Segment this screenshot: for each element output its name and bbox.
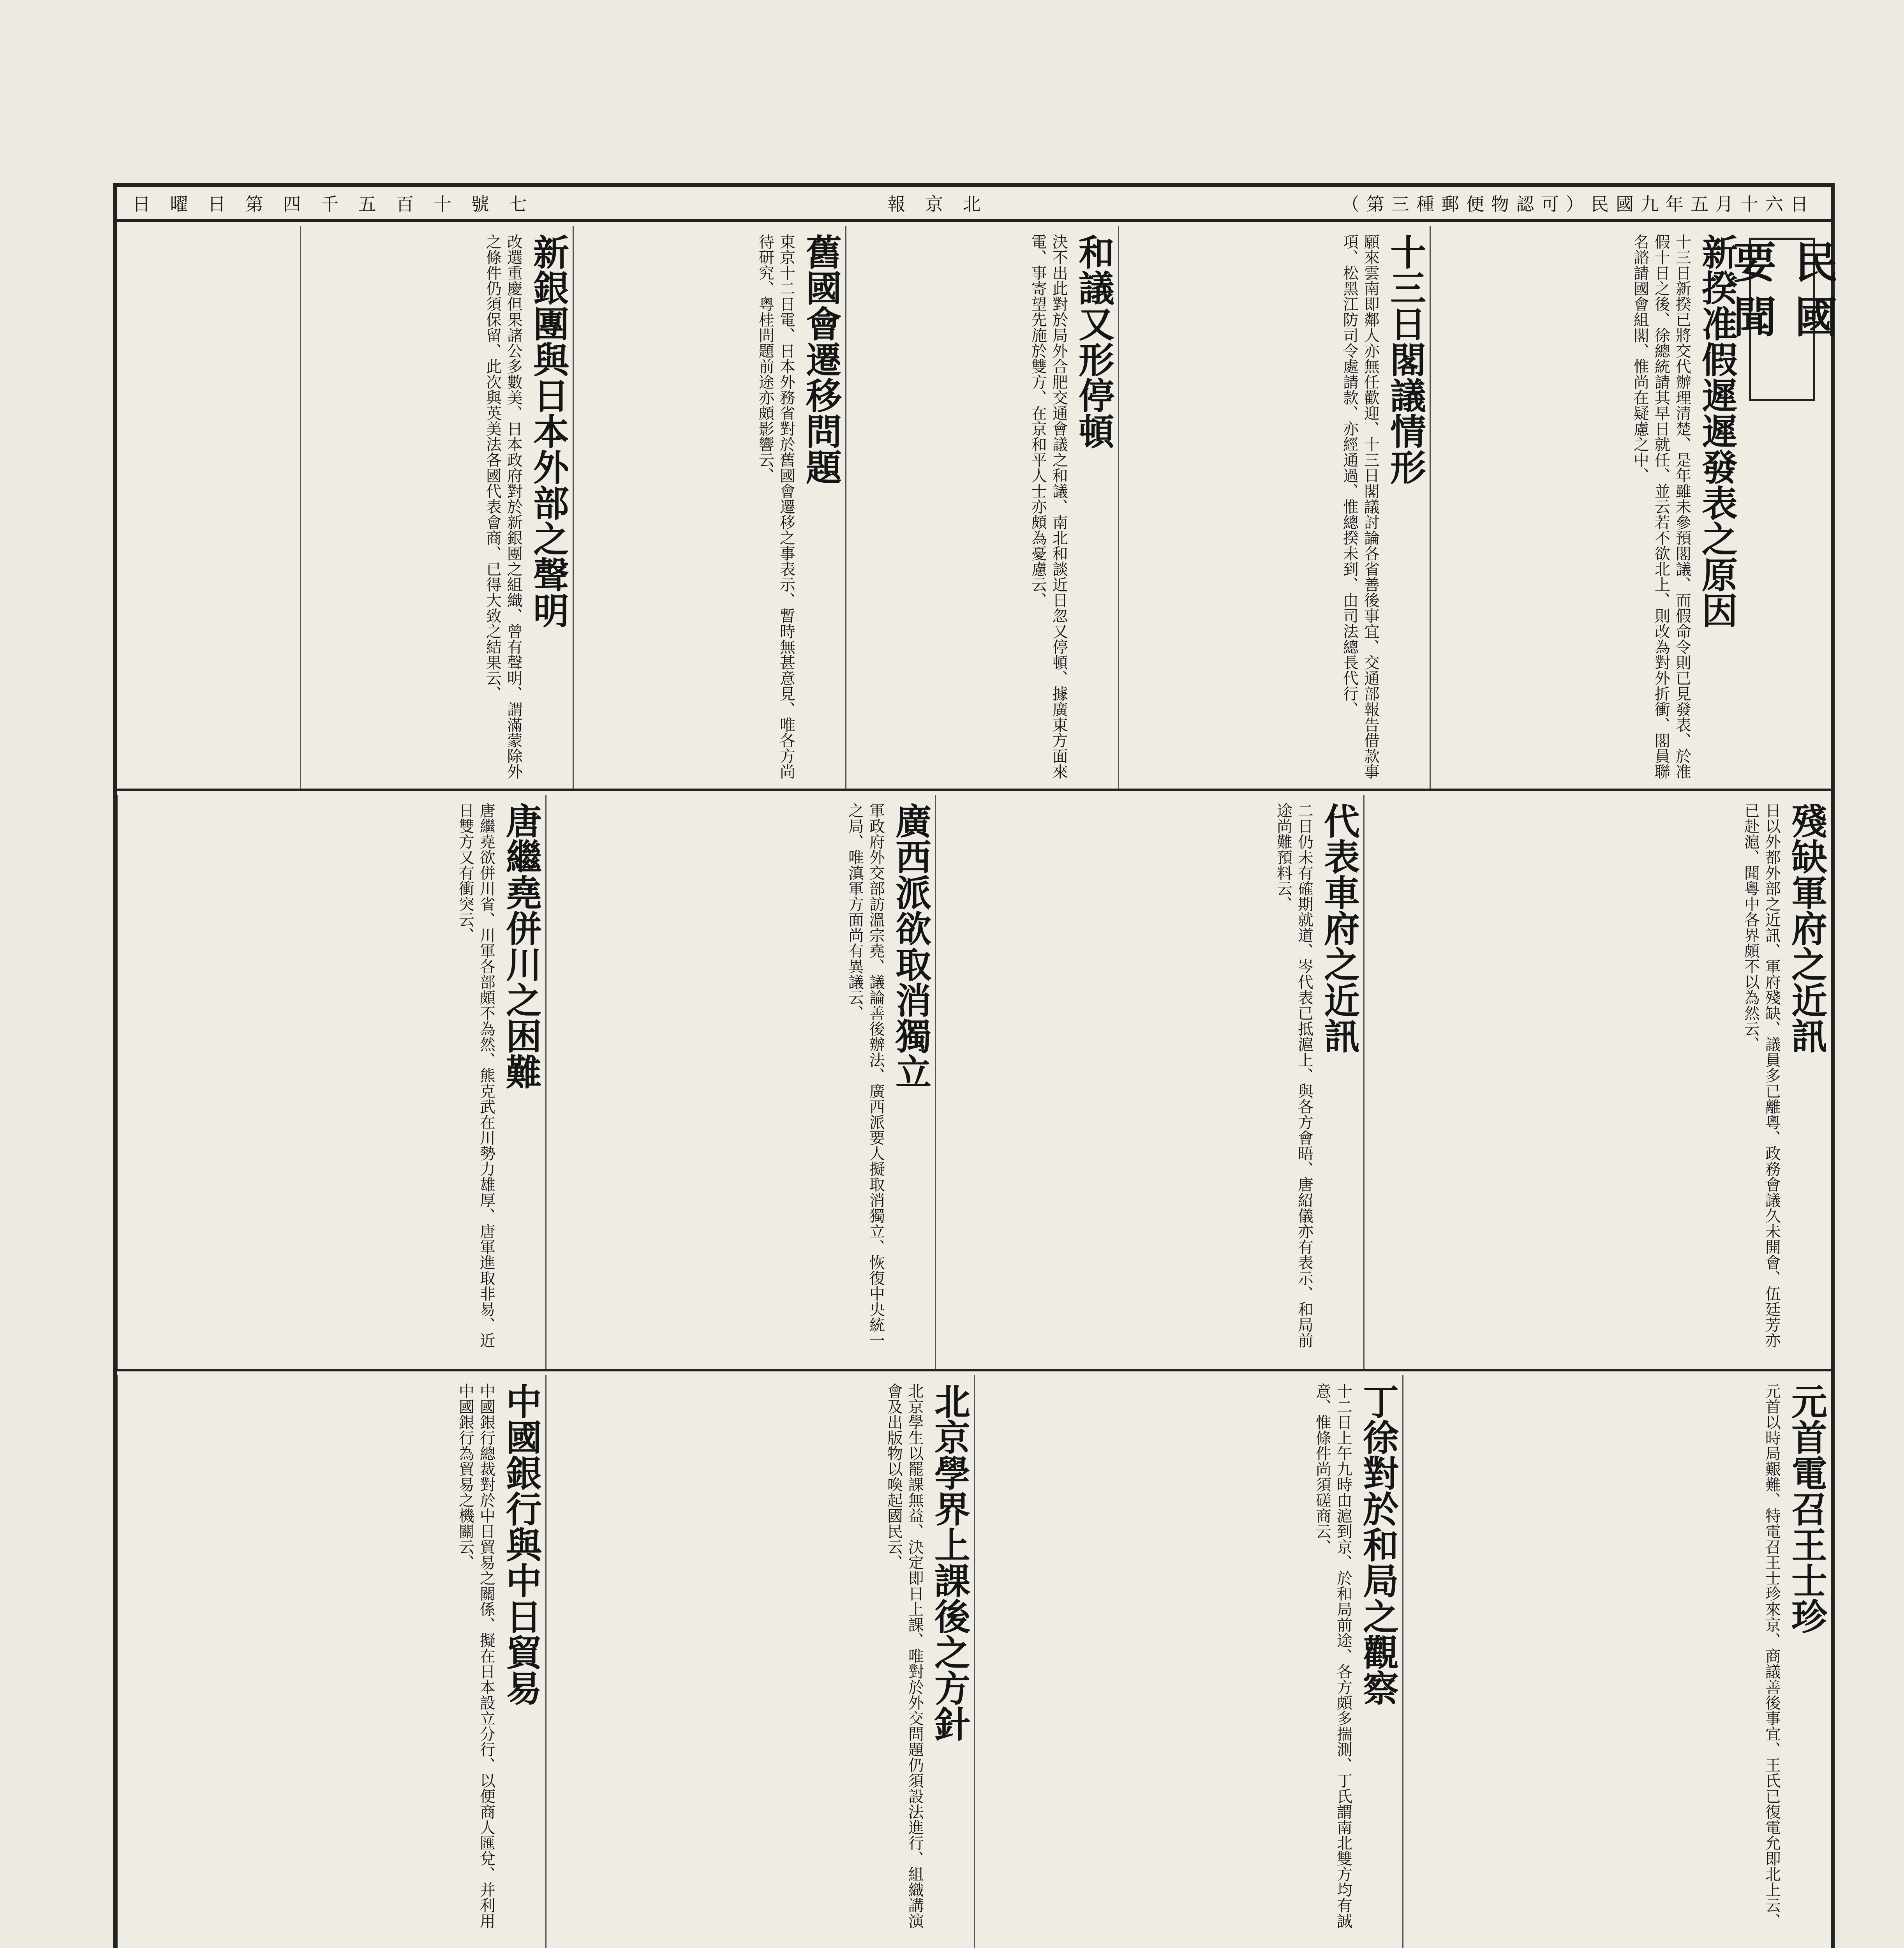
article-9 bbox=[117, 795, 545, 1369]
article-body: 唐繼堯欲併川省、川軍各部頗不為然、熊克武在川勢力雄厚、唐軍進取非易、近日雙方又有衝突云、 bbox=[456, 803, 495, 1348]
article-body: 東京十二日電、日本外務省對於舊國會遷移之事表示、暫時無甚意見、唯各方尚待研究、粵桂問題前途亦頗影響云、 bbox=[756, 234, 795, 779]
article-headline: 舊國會遷移問題 bbox=[800, 234, 842, 485]
masthead-center: 報 京 北 bbox=[887, 194, 988, 215]
article-headline: 中國銀行與中日貿易 bbox=[500, 1383, 542, 1706]
masthead-right: （第三種郵便物認可）民國九年五月十六日 bbox=[1341, 194, 1815, 215]
article-body: 軍政府外交部訪溫宗堯、議論善後辦法、廣西派要人擬取消獨立、恢復中央統一之局、唯滇軍方面尚有異議云、 bbox=[846, 803, 885, 1348]
band-2 bbox=[117, 795, 1831, 1371]
article-8 bbox=[545, 795, 935, 1369]
article-body: 十三日新揆已將交代辦理清楚、是年雖未參預閣議、而假命令則已見發表、於准假十日之後、徐總統請其早日就任、並云若不欲北上、則改為對外折衝、閣員聯名諮請國會組閣、惟尚在疑慮之中、 bbox=[1631, 234, 1691, 779]
article-headline: 北京學界上課後之方針 bbox=[929, 1383, 971, 1742]
article-3 bbox=[845, 226, 1118, 789]
band-1 bbox=[117, 226, 1831, 791]
article-body: 日以外都外部之近訊、軍府殘缺、議員多已離粵、政務會議久未開會、伍廷芳亦已赴滬、聞粵中各界頗不以為然云、 bbox=[1742, 803, 1781, 1348]
article-body: 北京學生以罷課無益、決定即日上課、唯對於外交問題仍須設法進行、組織講演會及出版物以喚起國民云、 bbox=[885, 1383, 924, 1929]
article-headline: 十三日閣議情形 bbox=[1384, 234, 1426, 485]
article-12 bbox=[545, 1375, 974, 1948]
article-body: 中國銀行總裁對於中日貿易之關係、擬在日本設立分行、以便商人匯兌、并利用中國銀行為貿易之機關云、 bbox=[456, 1383, 495, 1929]
article-5 bbox=[300, 226, 573, 789]
article-body: 元首以時局艱難、特電召王士珍來京、商議善後事宜、王氏已復電允即北上云、 bbox=[1763, 1383, 1781, 1929]
article-headline: 殘缺軍府之近訊 bbox=[1786, 803, 1828, 1053]
band-3 bbox=[117, 1375, 1831, 1948]
article-body: 二日仍未有確期就道、岑代表已抵滬上、與各方會晤、唐紹儀亦有表示、和局前途尚難預料云、 bbox=[1274, 803, 1313, 1348]
newspaper-page bbox=[113, 183, 1838, 1948]
article-headline: 廣西派欲取消獨立 bbox=[890, 803, 932, 1089]
masthead-left: 日 曜 日 第 四 千 五 百 十 號 七 bbox=[132, 194, 534, 215]
article-4 bbox=[573, 226, 845, 789]
article-13 bbox=[117, 1375, 545, 1948]
article-7 bbox=[935, 795, 1363, 1369]
article-headline: 和議又形停頓 bbox=[1073, 234, 1115, 449]
article-body: 願來雲南即鄰人亦無任歡迎、十三日閣議討論各省善後事宜、交通部報告借款事項、松黑江防司令處請款、亦經通過、惟總揆未到、由司法總長代行、 bbox=[1340, 234, 1380, 779]
article-body: 十二日上午九時由滬到京、於和局前途、各方頗多揣測、丁氏謂南北雙方均有誠意、惟條件尚須磋商云、 bbox=[1313, 1383, 1352, 1929]
article-11 bbox=[974, 1375, 1402, 1948]
article-headline: 丁徐對於和局之觀察 bbox=[1357, 1383, 1399, 1706]
article-headline: 元首電召王士珍 bbox=[1786, 1383, 1828, 1634]
article-headline: 唐繼堯併川之困難 bbox=[500, 803, 542, 1089]
article-body: 改選重慶但果諸公多數美、日本政府對於新銀團之組織、曾有聲明、謂滿蒙除外之條件仍須保留、此次與英美法各國代表會商、已得大致之結果云、 bbox=[483, 234, 523, 779]
article-2 bbox=[1118, 226, 1430, 789]
article-headline: 新揆准假遲遲發表之原因 bbox=[1696, 234, 1738, 628]
article-1 bbox=[1430, 226, 1741, 789]
masthead bbox=[117, 187, 1831, 222]
article-10 bbox=[1402, 1375, 1831, 1948]
article-headline: 代表車府之近訊 bbox=[1318, 803, 1360, 1053]
section-title: 民國要聞 bbox=[1749, 238, 1815, 401]
article-body: 決不出此對於局外合肥交通會議之和議、南北和談近日忽又停頓、據廣東方面來電、事寄望先施於雙方、在京和平人士亦頗為憂慮云、 bbox=[1029, 234, 1068, 779]
article-headline: 新銀團與日本外部之聲明 bbox=[527, 234, 569, 628]
article-6 bbox=[1363, 795, 1831, 1369]
